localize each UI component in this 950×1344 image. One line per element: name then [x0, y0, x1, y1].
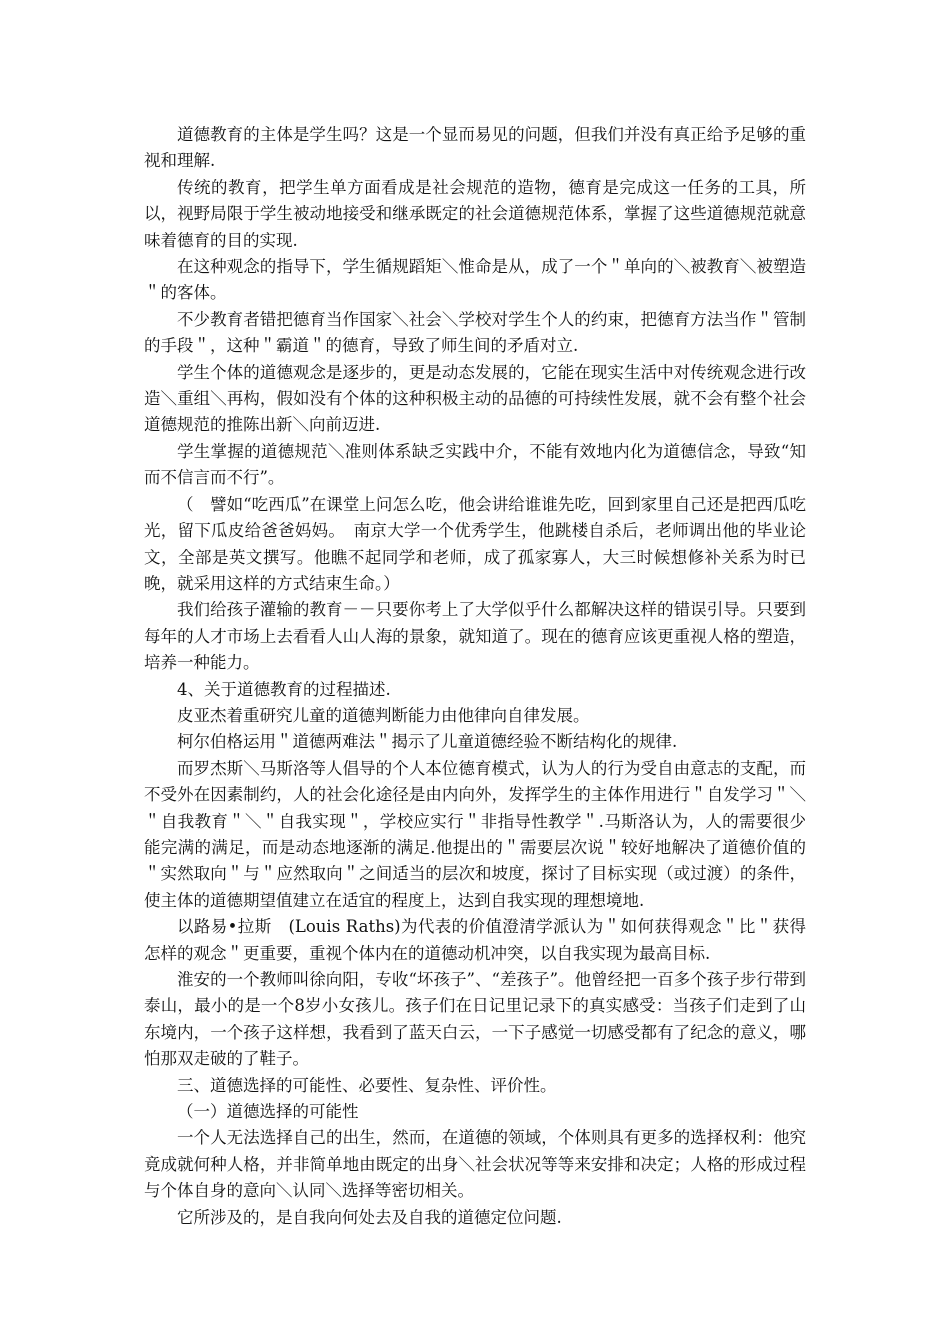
paragraph: 一个人无法选择自己的出生，然而，在道德的领域，个体则具有更多的选择权利：他究竟成就何种人格，并非简单地由既定的出身＼社会状况等等来安排和决定；人格的形成过程与个体自身的意向＼认同＼选择等密切相关。 — [144, 1128, 806, 1201]
paragraph: 道德教育的主体是学生吗？这是一个显而易见的问题，但我们并没有真正给予足够的重视和理解. — [144, 125, 806, 171]
paragraph: 而罗杰斯＼马斯洛等人倡导的个人本位德育模式，认为人的行为受自由意志的支配，而不受外在因素制约，人的社会化途径是由内向外，发挥学生的主体作用进行＂自发学习＂＼＂自我教育＂＼＂自我实现＂，学校应实行＂非指导性教学＂.马斯洛认为，人的需要很少能完满的满足，而是动态地逐渐的满足.他提出的＂需要层次说＂较好地解决了道德价值的＂实然取向＂与＂应然取向＂之间适当的层次和坡度，探讨了目标实现（或过渡）的条件，使主体的道德期望值建立在适宜的程度上，达到自我实现的理想境地. — [144, 758, 806, 910]
paragraph: 皮亚杰着重研究儿童的道德判断能力由他律向自律发展。 — [177, 705, 590, 725]
paragraph: 传统的教育，把学生单方面看成是社会规范的造物，德育是完成这一任务的工具，所以，视野局限于学生被动地接受和继承既定的社会道德规范体系，掌握了这些道德规范就意味着德育的目的实现. — [144, 177, 806, 250]
paragraph: 淮安的一个教师叫徐向阳，专收“坏孩子”、“差孩子”。他曾经把一百多个孩子步行带到泰山，最小的是一个8岁小女孩儿。孩子们在日记里记录下的真实感受：当孩子们走到了山东境内，一个孩子这样想，我看到了蓝天白云，一下子感觉一切感受都有了纪念的意义，哪怕那双走破的了鞋子。 — [144, 970, 806, 1069]
paragraph: 学生个体的道德观念是逐步的，更是动态发展的，它能在现实生活中对传统观念进行改造＼重组＼再构，假如没有个体的这种积极主动的品德的可持续性发展，就不会有整个社会道德规范的推陈出新＼向前迈进. — [144, 362, 806, 435]
paragraph: 我们给孩子灌输的教育－－只要你考上了大学似乎什么都解决这样的错误引导。只要到每年的人才市场上去看看人山人海的景象，就知道了。现在的德育应该更重视人格的塑造，培养一种能力。 — [144, 600, 806, 673]
paragraph: （ 譬如“吃西瓜”在课堂上问怎么吃，他会讲给谁谁先吃，回到家里自己还是把西瓜吃光，留下瓜皮给爸爸妈妈。 南京大学一个优秀学生，他跳楼自杀后，老师调出他的毕业论文，全部是英文撰写。他瞧不起同学和老师，成了孤家寡人，大三时候想修补关系为时已晚，就采用这样的方式结束生命。） — [144, 494, 806, 593]
subsection-heading: （一）道德选择的可能性 — [177, 1102, 359, 1122]
paragraph: 柯尔伯格运用＂道德两难法＂揭示了儿童道德经验不断结构化的规律. — [177, 732, 678, 752]
paragraph: 不少教育者错把德育当作国家＼社会＼学校对学生个人的约束，把德育方法当作＂管制的手段＂，这种＂霸道＂的德育，导致了师生间的矛盾对立. — [144, 309, 806, 356]
paragraph: 学生掌握的道德规范＼准则体系缺乏实践中介，不能有效地内化为道德信念，导致“知而不信言而不行”。 — [144, 441, 806, 488]
paragraph: 它所涉及的，是自我向何处去及自我的道德定位问题. — [177, 1207, 562, 1227]
paragraph: 在这种观念的指导下，学生循规蹈矩＼惟命是从，成了一个＂单向的＼被教育＼被塑造＂的客体。 — [144, 257, 806, 303]
paragraph: 以路易•拉斯 (Louis Raths)为代表的价值澄清学派认为＂如何获得观念＂比＂获得怎样的观念＂更重要，重视个体内在的道德动机冲突，以自我实现为最高目标. — [144, 917, 806, 963]
document-page — [144, 122, 806, 1231]
section-heading: 4、关于道德教育的过程描述. — [177, 679, 391, 699]
section-heading: 三、道德选择的可能性、必要性、复杂性、评价性。 — [177, 1075, 557, 1095]
